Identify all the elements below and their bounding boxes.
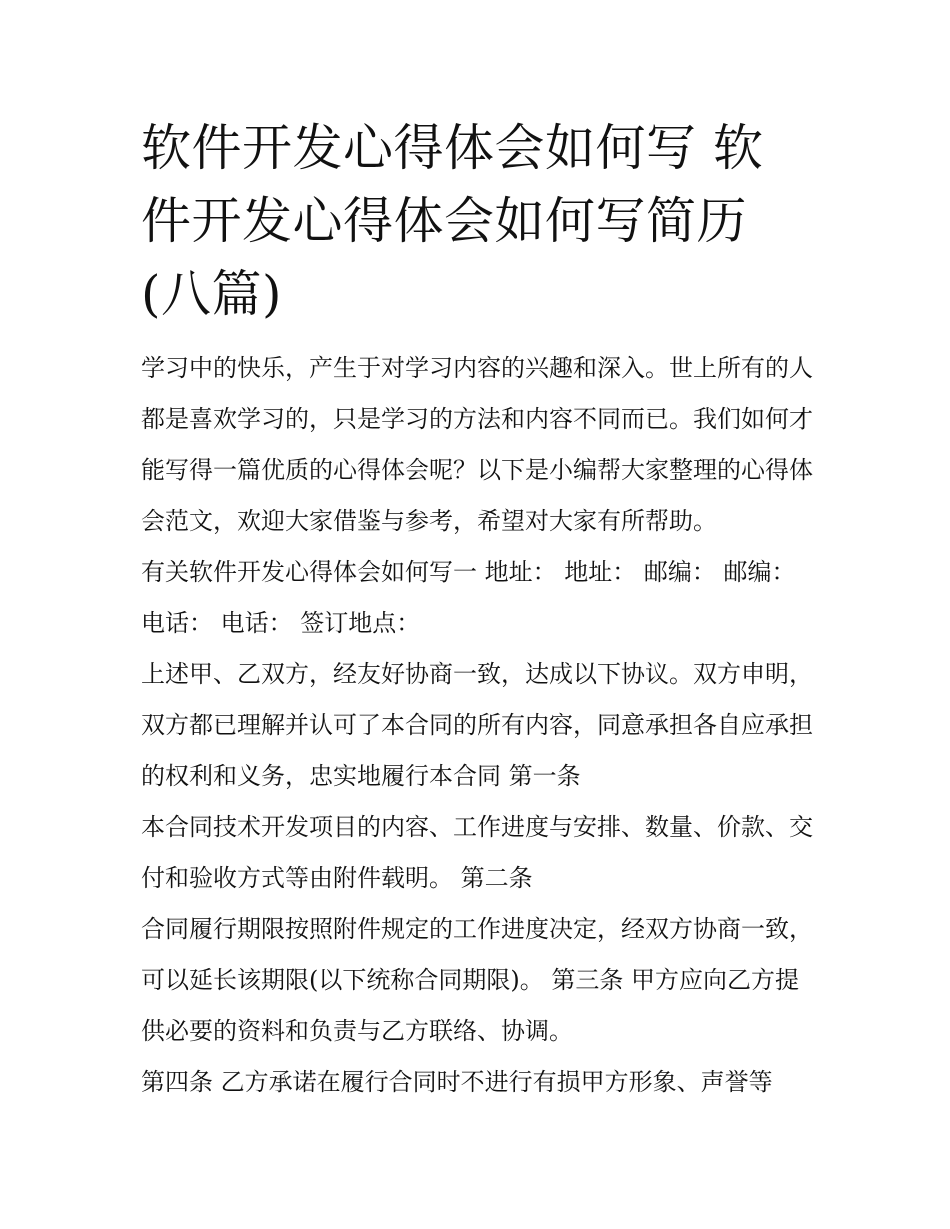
document-title: 软件开发心得体会如何写 软件开发心得体会如何写简历(八篇) [141, 119, 764, 323]
agreement-paragraph: 上述甲、乙双方，经友好协商一致，达成以下协议。双方申明，双方都已理解并认可了本合同的所有内容，同意承担各自应承担的权利和义务，忠实地履行本合同 第一条 [141, 660, 813, 790]
article-four-paragraph: 第四条 乙方承诺在履行合同时不进行有损甲方形象、声誉等 [141, 1068, 773, 1096]
article-two-paragraph: 合同履行期限按照附件规定的工作进度决定，经双方协商一致，可以延长该期限(以下统称合同期限)。 第三条 甲方应向乙方提供必要的资料和负责与乙方联络、协调。 [141, 915, 813, 1045]
article-one-paragraph: 本合同技术开发项目的内容、工作进度与安排、数量、价款、交付和验收方式等由附件载明。 第二条 [141, 813, 813, 892]
address-paragraph: 有关软件开发心得体会如何写一 地址： 地址： 邮编： 邮编： 电话： 电话： 签订地点： [141, 558, 796, 637]
intro-paragraph: 学习中的快乐，产生于对学习内容的兴趣和深入。世上所有的人都是喜欢学习的，只是学习的方法和内容不同而已。我们如何才能写得一篇优质的心得体会呢？以下是小编帮大家整理的心得体会范文，欢迎大家借鉴与参考，希望对大家有所帮助。 [141, 354, 813, 535]
document-body [141, 112, 813, 1108]
